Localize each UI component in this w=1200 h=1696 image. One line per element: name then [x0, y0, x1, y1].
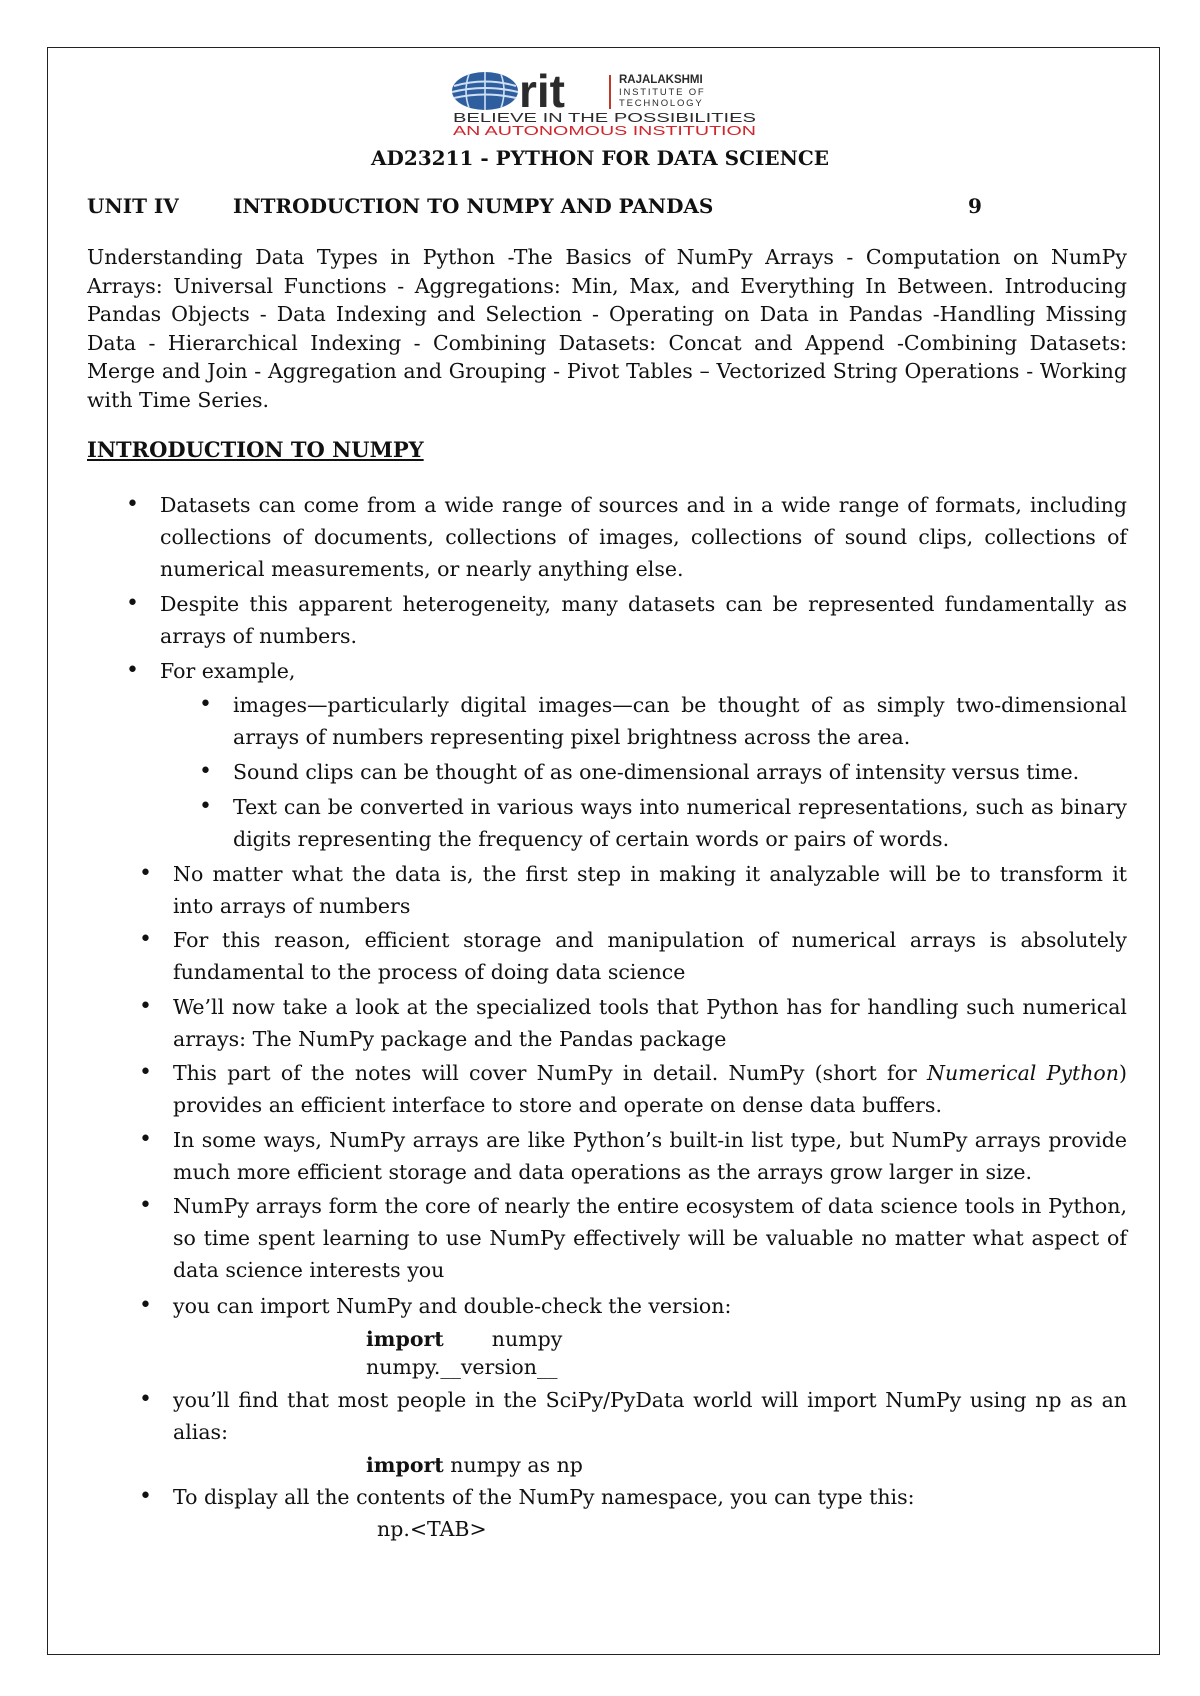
emphasis-text: Numerical Python — [927, 1061, 1119, 1085]
bullet-item: • This part of the notes will cover NumPy in detail. NumPy (short for Numerical Python) provides an efficient interface to store and operate on dense data buffers. — [173, 1057, 1127, 1121]
brand-logo-text: rit — [519, 69, 565, 117]
globe-icon — [452, 72, 518, 110]
bullet-item: • For this reason, efficient storage and manipulation of numerical arrays is absolutely fundamental to the process of doing data science — [173, 924, 1127, 988]
unit-title: INTRODUCTION TO NUMPY AND PANDAS — [233, 194, 714, 218]
sub-bullet-item: • Text can be converted in various ways into numerical representations, such as binary digits representing the frequency of certain words or pairs of words. — [233, 791, 1127, 855]
sub-bullet-item: • Sound clips can be thought of as one-dimensional arrays of intensity versus time. — [233, 756, 1127, 788]
bullet-item: • Despite this apparent heterogeneity, many datasets can be represented fundamentally as arrays of numbers. — [160, 588, 1127, 652]
unit-number: UNIT IV — [87, 194, 179, 218]
bullet-item: • No matter what the data is, the first step in making it analyzable will be to transform it into arrays of numbers — [173, 858, 1127, 922]
institute-logo — [449, 69, 761, 137]
syllabus-paragraph: Understanding Data Types in Python -The Basics of NumPy Arrays - Computation on NumPy Arrays: Universal Functions - Aggregations: Min, Max, and Everything In Between. Introducing Pandas Objects - Data Indexing and Selection - Operating on Data in Pandas -Handling Missing Data - Hierarchical Indexing - Combining Datasets: Concat and Append -Combining Datasets: Merge and Join - Aggregation and Grouping - Pivot Tables – Vectorized String Operations - Working with Time Series. — [87, 245, 1127, 412]
unit-hours: 9 — [968, 194, 982, 218]
code-line: np.<TAB> — [377, 1517, 487, 1541]
bullet-item: • In some ways, NumPy arrays are like Python’s built-in list type, but NumPy arrays provide much more efficient storage and data operations as the arrays grow larger in size. — [173, 1124, 1127, 1188]
bullet-item: • you’ll find that most people in the SciPy/PyData world will import NumPy using np as an alias: — [173, 1384, 1127, 1448]
section-heading: INTRODUCTION TO NUMPY — [87, 437, 424, 462]
bullet-item: • We’ll now take a look at the specialized tools that Python has for handling such numerical arrays: The NumPy package and the Pandas package — [173, 991, 1127, 1055]
code-line: import numpy — [366, 1327, 563, 1351]
svg-text:BELIEVE IN THE POSSIBILITIES: BELIEVE IN THE POSSIBILITIES — [453, 110, 757, 125]
code-line: numpy.__version__ — [366, 1355, 558, 1379]
bullet-item: • To display all the contents of the NumPy namespace, you can type this: — [173, 1481, 1127, 1513]
svg-text:INSTITUTE OF: INSTITUTE OF — [619, 87, 706, 98]
bullet-item: • you can import NumPy and double-check the version: — [173, 1290, 1127, 1322]
course-title: AD23211 - PYTHON FOR DATA SCIENCE — [370, 146, 830, 170]
bullet-item: • Datasets can come from a wide range of sources and in a wide range of formats, including collections of documents, collections of images, collections of sound clips, collections of numerical measurements, or nearly anything else. — [160, 489, 1127, 585]
svg-text:TECHNOLOGY: TECHNOLOGY — [619, 98, 704, 109]
sub-bullet-item: • images—particularly digital images—can be thought of as simply two-dimensional arrays of numbers representing pixel brightness across the area. — [233, 689, 1127, 753]
bullet-item: • NumPy arrays form the core of nearly the entire ecosystem of data science tools in Python, so time spent learning to use NumPy effectively will be valuable no matter what aspect of data science interests you — [173, 1190, 1127, 1286]
svg-text:RAJALAKSHMI: RAJALAKSHMI — [619, 74, 703, 86]
svg-text:AN AUTONOMOUS INSTITUTION: AN AUTONOMOUS INSTITUTION — [453, 123, 756, 137]
code-line: import numpy as np — [366, 1453, 583, 1477]
bullet-item: • For example, — [160, 655, 1127, 687]
